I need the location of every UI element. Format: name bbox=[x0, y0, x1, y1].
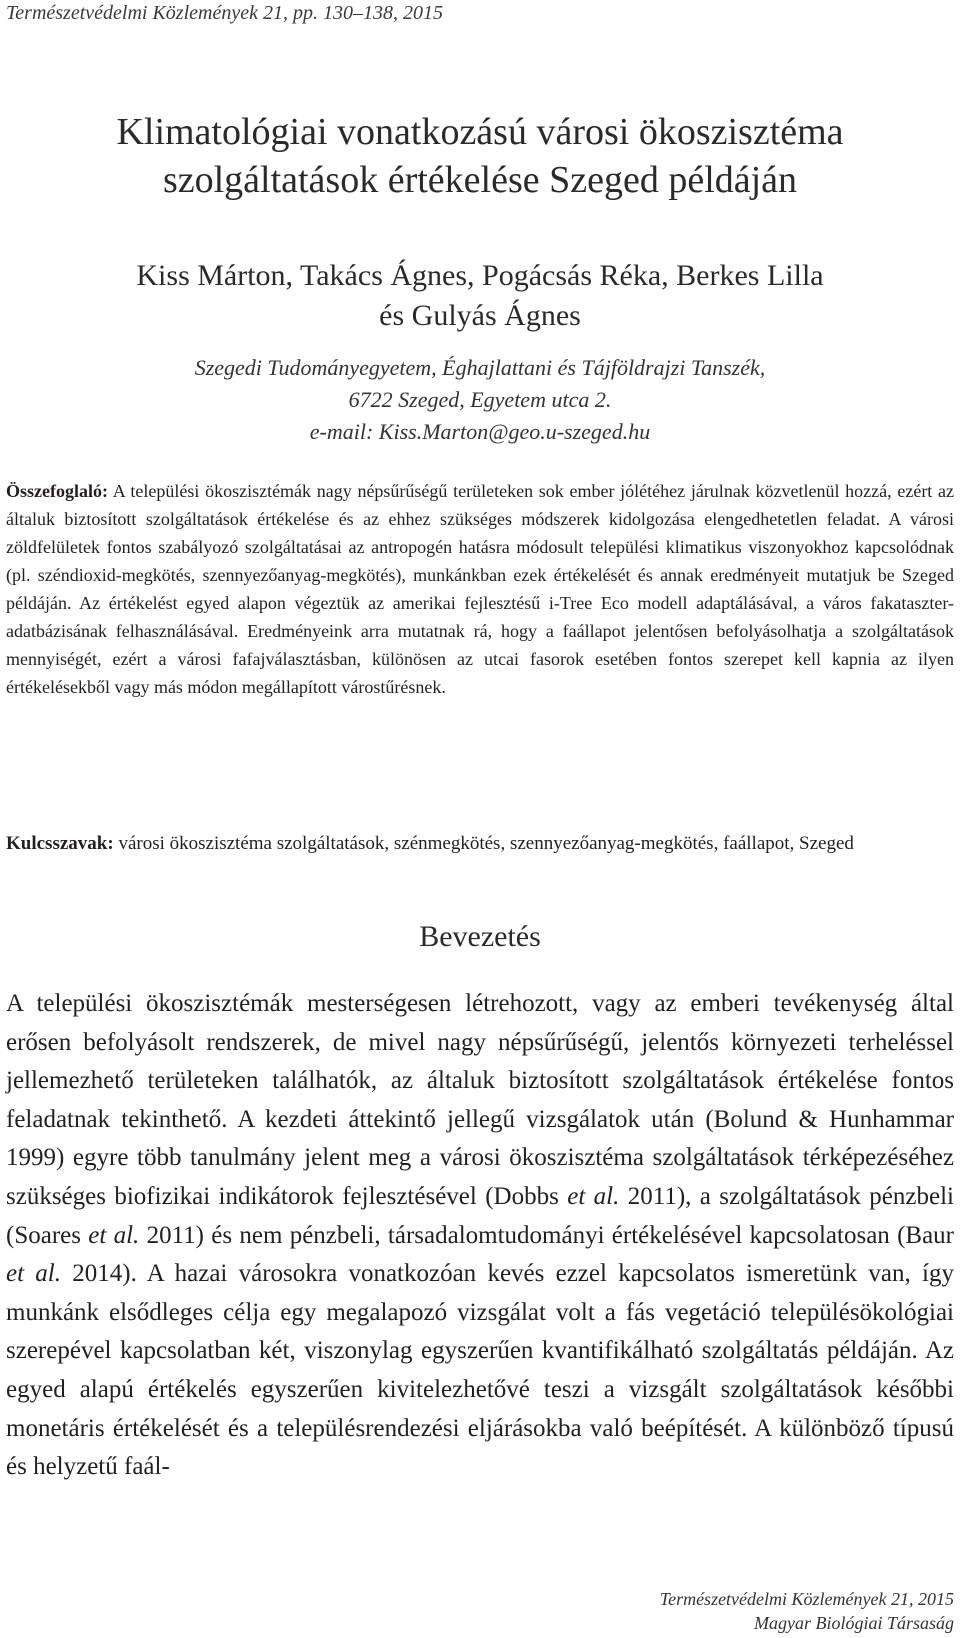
paper-title bbox=[0, 108, 960, 204]
page-footer bbox=[660, 1587, 954, 1635]
abstract bbox=[6, 477, 954, 701]
affiliation bbox=[0, 352, 960, 448]
footer-journal: Természetvédelmi Közlemények 21, 2015 bbox=[659, 1589, 954, 1609]
et-al-3: et al. bbox=[6, 1260, 61, 1288]
footer-society: Magyar Biológiai Társaság bbox=[753, 1613, 954, 1633]
running-head: Természetvédelmi Közlemények 21, pp. 130–138, 2015 bbox=[6, 2, 443, 24]
section-heading: Bevezetés bbox=[419, 920, 541, 953]
affiliation-line-2: 6722 Szeged, Egyetem utca 2. bbox=[348, 387, 612, 412]
abstract-text: A települési ökoszisztémák nagy népsűrűségű területeken sok ember jólétéhez járulnak közvetlenül hozzá, ezért az általuk biztosított szolgáltatások értékelése és az ehhez szükséges módszerek kidolgozása elengedhetetlen feladat. A városi zöldfelületek fontos szabályozó szolgáltatásai az antropogén hatásra módosult települési klimatikus viszonyokhoz kapcsolódnak (pl. széndioxid-megkötés, szennyezőanyag-megkötés), munkánkban ezek értékelését és annak eredményeit mutatjuk be Szeged példáján. Az értékelést egyed alapon végeztük az amerikai fejlesztésű i-Tree Eco modell adaptálásával, a város fakataszter-adatbázisának felhasználásával. Eredményeink arra mutatnak rá, hogy a faállapot jelentősen befolyásolhatja a szolgáltatások mennyiségét, ezért a városi fafajválasztásban, különösen az utcai fasorok esetében fontos szerepet kell kapnia az ilyen értékelésekből vagy más módon megállapított várostűrésnek. bbox=[6, 481, 954, 697]
keywords-text: városi ökoszisztéma szolgáltatások, szénmegkötés, szennyezőanyag-megkötés, faállapot, Szeged bbox=[113, 833, 854, 854]
paper-title-line-2: szolgáltatások értékelése Szeged példáján bbox=[162, 159, 798, 201]
keywords bbox=[6, 829, 954, 859]
contact-email: e-mail: Kiss.Marton@geo.u-szeged.hu bbox=[309, 419, 651, 444]
intro-text-1: A települési ökoszisztémák mesterségesen létrehozott, vagy az emberi tevékenység által erősen befolyásolt rendszerek, de mivel nagy népsűrűségű, jelentős környezeti terheléssel jellemezhető területeken találhatók, az általuk biztosított szolgáltatások értékelése fontos feladatnak tekinthető. A kezdeti áttekintő jellegű vizsgálatok után (Bolund & Hunhammar 1999) egyre több tanulmány jelent meg a városi ökoszisztéma szolgáltatások térképezéséhez szükséges biofizikai indikátorok fejlesztésével (Dobbs bbox=[6, 990, 954, 1210]
abstract-label: Összefoglaló: bbox=[6, 481, 108, 501]
intro-paragraph bbox=[6, 985, 954, 1487]
keywords-label: Kulcsszavak: bbox=[6, 833, 114, 854]
intro-text-3: 2011) és nem pénzbeli, társadalomtudományi értékelésével kapcsolatosan (Baur bbox=[139, 1221, 954, 1249]
paper-title-line-1: Klimatológiai vonatkozású városi ökoszisztéma bbox=[116, 111, 844, 153]
affiliation-line-1: Szegedi Tudományegyetem, Éghajlattani és Tájföldrajzi Tanszék, bbox=[194, 355, 766, 380]
intro-text-2: 2011), a szolgáltatások pénzbeli (Soares bbox=[6, 1182, 954, 1249]
author-list bbox=[0, 256, 960, 336]
intro-text-4: 2014). A hazai városokra vonatkozóan kevés ezzel kapcsolatos ismeretünk van, így munkánk elsődleges célja egy megalapozó vizsgálat volt a fás vegetáció településökológiai szerepével kapcsolatban két, viszonylag egyszerűen kvantifikálható szolgáltatás példáján. Az egyed alapú értékelés egyszerűen kivitelezhetővé teszi a vizsgált szolgáltatások későbbi monetáris értékelését és a településrendezési eljárásokba való beépítését. A különböző típusú és helyzetű faál- bbox=[6, 1260, 954, 1481]
author-list-line-1: Kiss Márton, Takács Ágnes, Pogácsás Réka, Berkes Lilla bbox=[136, 259, 824, 292]
et-al-1: et al. bbox=[567, 1182, 620, 1210]
et-al-2: et al. bbox=[88, 1221, 140, 1249]
author-list-line-2: és Gulyás Ágnes bbox=[379, 299, 581, 332]
